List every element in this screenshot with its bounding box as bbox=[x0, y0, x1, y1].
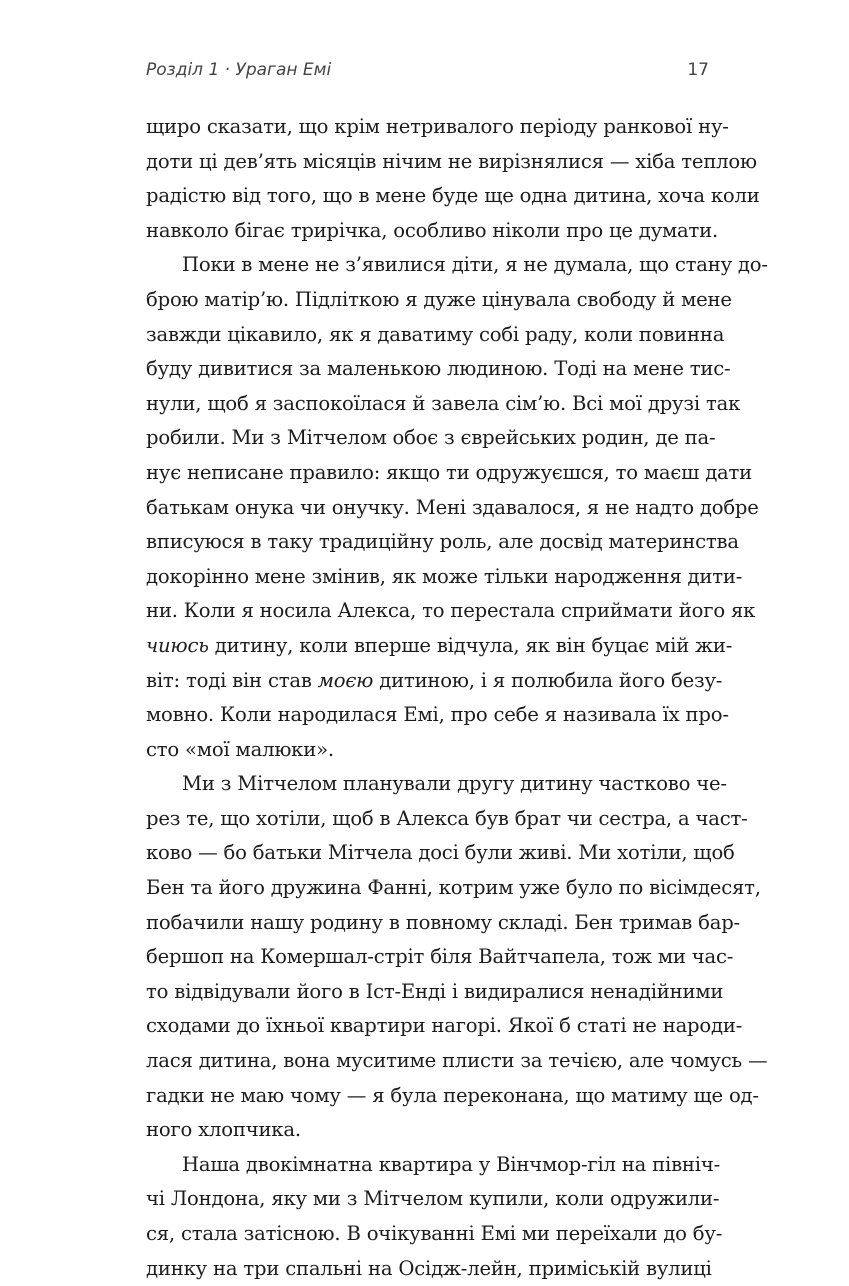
line-start: віт: тоді він став bbox=[146, 668, 318, 692]
text-line: нує неписане правило: якщо ти одружуєшся, то маєш дати bbox=[146, 460, 753, 484]
text-line: побачили нашу родину в повному складі. Бен тримав бар- bbox=[146, 910, 740, 934]
text-line: радістю від того, що в мене буде ще одна дитина, хоча коли bbox=[146, 184, 760, 208]
line-rest: дитиною, і я полюбила його безу- bbox=[373, 668, 723, 692]
text-line: ни. Коли я носила Алекса, то перестала сприймати його як bbox=[146, 599, 756, 623]
text-line: динку на три спальні на Осідж-лейн, приміській вулиці bbox=[146, 1256, 712, 1280]
text-line: щиро сказати, що крім нетривалого періоду ранкової ну- bbox=[146, 115, 729, 138]
text-line: завжди цікавило, як я даватиму собі раду, коли повинна bbox=[146, 322, 725, 346]
text-line: докорінно мене змінив, як може тільки народження дити- bbox=[146, 564, 743, 588]
page-number: 17 bbox=[687, 60, 709, 80]
text-line: сто «мої малюки». bbox=[146, 737, 334, 761]
text-line: сходами до їхньої квартири нагорі. Якої б статі не народи- bbox=[146, 1014, 743, 1038]
separator: · bbox=[224, 60, 231, 80]
text-line: брою матір’ю. Підліткою я дуже цінувала свободу й мене bbox=[146, 287, 732, 311]
text-line: рез те, що хотіли, щоб в Алекса був брат чи сестра, а част- bbox=[146, 806, 748, 830]
text-line: Бен та його дружина Фанні, котрим уже було по вісімдесят, bbox=[146, 876, 761, 900]
text-line: Поки в мене не з’явилися діти, я не думала, що стану до- bbox=[182, 253, 768, 277]
text-line bbox=[146, 664, 723, 699]
text-line: Ми з Мітчелом планували другу дитину частково че- bbox=[182, 772, 727, 796]
text-line: чі Лондона, яку ми з Мітчелом купили, коли одружили- bbox=[146, 1187, 720, 1211]
text-line: доти ці дев’ять місяців нічим не вирізнялися — хіба теплою bbox=[146, 149, 757, 173]
text-line: мовно. Коли народилася Емі, про себе я називала їх про- bbox=[146, 703, 729, 727]
text-line: то відвідували його в Іст-Енді і видиралися ненадійними bbox=[146, 979, 724, 1003]
italic-word: моєю bbox=[317, 668, 374, 692]
text-line: нули, щоб я заспокоїлася й завела сім’ю. Всі мої друзі так bbox=[146, 391, 741, 415]
text-line: ся, стала затісною. В очікуванні Емі ми переїхали до бу- bbox=[146, 1222, 723, 1245]
text-line: буду дивитися за маленькою людиною. Тоді на мене тис- bbox=[146, 357, 731, 381]
text-line: бершоп на Комершал-стріт біля Вайтчапела, тож ми час- bbox=[146, 945, 734, 969]
text-line: ково — бо батьки Мітчела досі були живі. Ми хотіли, щоб bbox=[146, 841, 735, 865]
italic-word: чиюсь bbox=[146, 633, 209, 657]
text-line: Наша двокімнатна квартира у Вінчмор-гіл на північ- bbox=[182, 1152, 721, 1176]
running-head bbox=[146, 60, 709, 88]
body-text bbox=[146, 110, 768, 1286]
text-line: ного хлопчика. bbox=[146, 1118, 301, 1142]
text-line: навколо бігає трирічка, особливо ніколи про це думати. bbox=[146, 218, 719, 242]
text-line: робили. Ми з Мітчелом обоє з єврейських родин, де па- bbox=[146, 426, 716, 450]
chapter-title bbox=[146, 60, 331, 80]
chapter-label: Розділ 1 bbox=[146, 60, 220, 80]
line-rest: дитину, коли вперше відчула, як він буцає мій жи- bbox=[208, 633, 733, 657]
text-line: гадки не маю чому — я була переконана, що матиму ще од- bbox=[146, 1083, 759, 1107]
chapter-name: Ураган Емі bbox=[235, 60, 332, 80]
text-line bbox=[146, 629, 733, 664]
text-line: лася дитина, вона муситиме плисти за течією, але чомусь — bbox=[146, 1049, 768, 1073]
text-line: вписуюся в таку традиційну роль, але досвід материнства bbox=[146, 530, 739, 554]
text-line: батькам онука чи онучку. Мені здавалося, я не надто добре bbox=[146, 495, 759, 519]
